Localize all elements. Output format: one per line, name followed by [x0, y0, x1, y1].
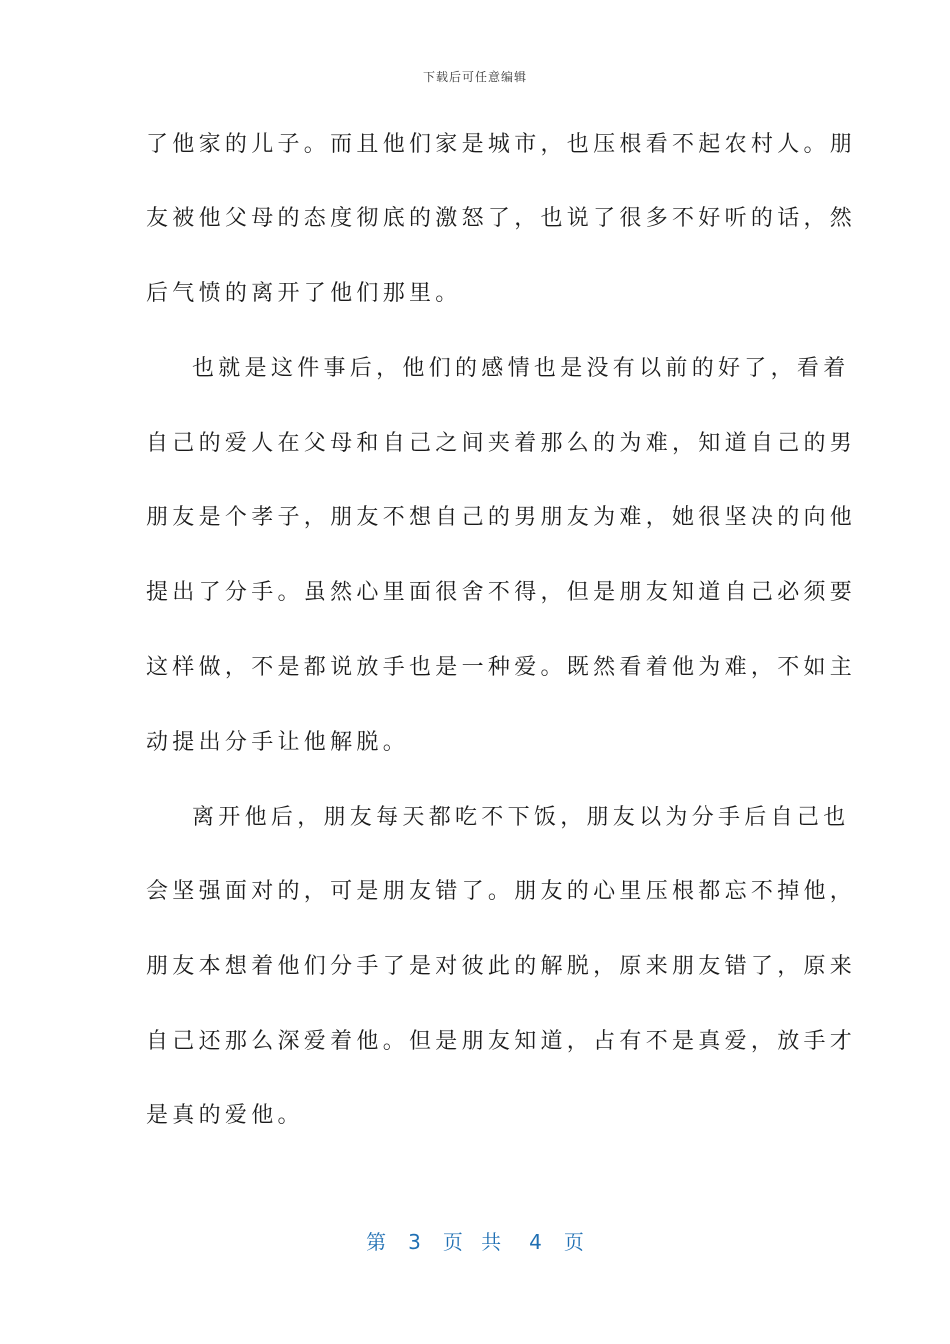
text-line: 友被他父母的态度彻底的激怒了，也说了很多不好听的话，然 [146, 206, 857, 231]
text-line: 是真的爱他。 [146, 1103, 304, 1128]
footer-prefix: 第 [366, 1230, 387, 1254]
footer-suffix: 页 [563, 1230, 584, 1254]
paragraph-first-line: 也就是这件事后，他们的感情也是没有以前的好了，看着 [192, 356, 850, 381]
text-line: 会坚强面对的，可是朋友错了。朋友的心里压根都忘不掉他， [146, 879, 857, 904]
footer-middle: 页 共 [442, 1230, 508, 1254]
text-line: 动提出分手让他解脱。 [146, 730, 410, 755]
paragraph-first-line: 离开他后，朋友每天都吃不下饭，朋友以为分手后自己也 [192, 805, 850, 830]
text-line: 朋友本想着他们分手了是对彼此的解脱，原来朋友错了，原来 [146, 954, 857, 979]
page-header: 下载后可任意编辑 [422, 70, 527, 84]
text-line: 了他家的儿子。而且他们家是城市，也压根看不起农村人。朋 [146, 132, 857, 157]
text-line: 这样做，不是都说放手也是一种爱。既然看着他为难，不如主 [146, 655, 857, 680]
text-line: 后气愤的离开了他们那里。 [146, 281, 462, 306]
text-line: 自己还那么深爱着他。但是朋友知道，占有不是真爱，放手才 [146, 1029, 857, 1054]
page-footer [0, 1226, 950, 1255]
text-line: 自己的爱人在父母和自己之间夹着那么的为难，知道自己的男 [146, 431, 857, 456]
text-line: 朋友是个孝子，朋友不想自己的男朋友为难，她很坚决的向他 [146, 505, 857, 530]
text-line: 提出了分手。虽然心里面很舍不得，但是朋友知道自己必须要 [146, 580, 857, 605]
total-pages-number: 4 [529, 1230, 542, 1254]
current-page-number: 3 [408, 1230, 421, 1254]
